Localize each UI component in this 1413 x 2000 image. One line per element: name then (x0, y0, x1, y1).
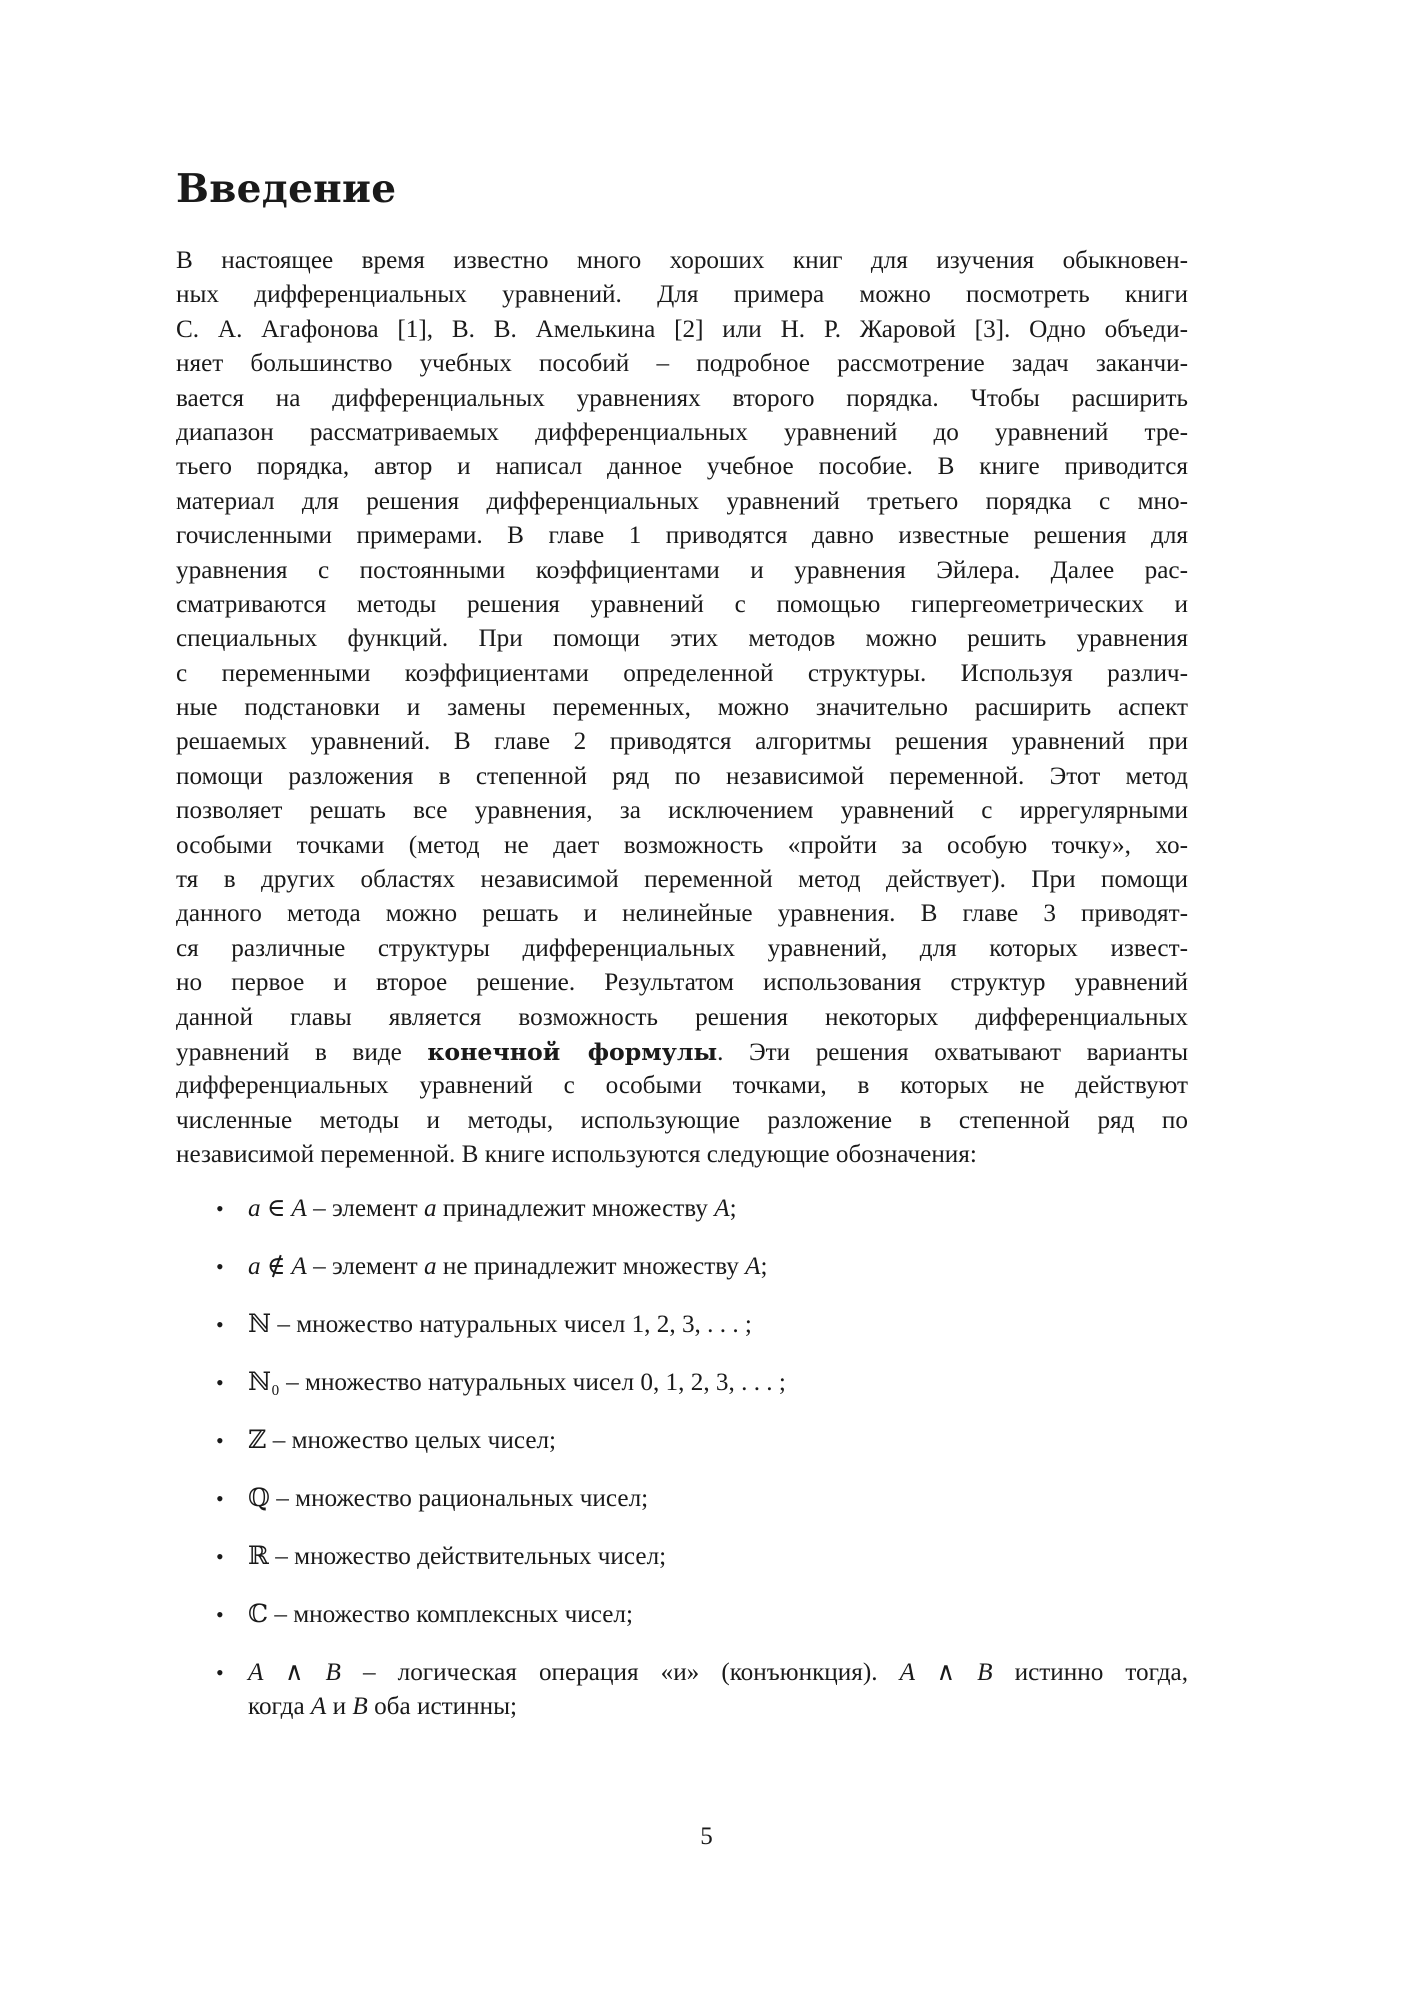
notation-text (248, 1540, 1188, 1574)
notation-desc: и (326, 1693, 353, 1721)
bullet-icon: • (216, 1602, 224, 1627)
bullet-icon: • (216, 1312, 224, 1337)
math-var: A (714, 1195, 730, 1222)
bullet-icon: • (216, 1370, 224, 1395)
bullet-icon: • (216, 1196, 224, 1221)
notation-desc: не принадлежит множеству (436, 1253, 746, 1280)
intro-paragraph (176, 244, 1188, 1173)
paragraph-line: дифференциальных уравнений с особыми точками, в которых не действуют (176, 1072, 1188, 1100)
math-symbol: ℕ (248, 1311, 272, 1338)
paragraph-line: В настоящее время известно много хороших книг для изучения обыкновен- (176, 247, 1188, 274)
paragraph-line: данной главы является возможность решения некоторых дифференциальных (176, 1003, 1188, 1031)
math-symbol: A ∧ B (248, 1659, 341, 1686)
notation-end: ; (729, 1195, 737, 1222)
paragraph-line: численные методы и методы, использующие разложение в степенной ряд по (176, 1106, 1188, 1134)
math-var: A (310, 1693, 327, 1721)
bullet-icon: • (216, 1254, 224, 1279)
math-var: a (423, 1253, 437, 1280)
math-symbol: ℂ (248, 1601, 269, 1628)
notation-desc: – множество рациональных чисел; (269, 1485, 649, 1512)
paragraph-line: ных дифференциальных уравнений. Для примера можно посмотреть книги (176, 281, 1188, 309)
math-var: a (423, 1195, 437, 1222)
notation-text (248, 1366, 1188, 1400)
notation-desc: когда (248, 1693, 311, 1721)
notation-desc: принадлежит множеству (436, 1195, 715, 1222)
paragraph-line: позволяет решать все уравнения, за исключением уравнений с иррегулярными (176, 797, 1188, 825)
notation-desc: – множество целых чисел; (266, 1427, 557, 1454)
notation-desc: – логическая операция «и» (конъюнкция). (340, 1659, 900, 1686)
paragraph-line-with-bold (176, 1035, 1188, 1069)
paragraph-line: с переменными коэффициентами определенной структуры. Используя различ- (176, 659, 1188, 687)
paragraph-line: помощи разложения в степенной ряд по независимой переменной. Этот метод (176, 762, 1188, 790)
notation-desc: – множество действительных чисел; (268, 1543, 667, 1570)
paragraph-line: няет большинство учебных пособий – подробное рассмотрение задач заканчи- (176, 350, 1188, 378)
paragraph-line: вается на дифференциальных уравнениях второго порядка. Чтобы расширить (176, 384, 1188, 412)
text-run: уравнений в виде (176, 1038, 428, 1066)
math-symbol: ℤ (248, 1427, 267, 1454)
bullet-icon: • (216, 1486, 224, 1511)
paragraph-line: решаемых уравнений. В главе 2 приводятся алгоритмы решения уравнений при (176, 728, 1188, 756)
math-symbol: a ∈ A (248, 1195, 307, 1222)
notation-text (248, 1250, 1188, 1284)
paragraph-line: сматриваются методы решения уравнений с помощью гипергеометрических и (176, 590, 1188, 618)
paragraph-line: независимой переменной. В книге используются следующие обозначения: (176, 1141, 977, 1169)
paragraph-line: ся различные структуры дифференциальных уравнений, для которых извест- (176, 934, 1188, 962)
notation-desc: истинно тогда, (992, 1659, 1188, 1686)
paragraph-line: уравнения с постоянными коэффициентами и уравнения Эйлера. Далее рас- (176, 556, 1188, 584)
paragraph-line: тьего порядка, автор и написал данное учебное пособие. В книге приводится (176, 453, 1188, 481)
page-number: 5 (700, 1823, 713, 1850)
notation-desc: – множество натуральных чисел 1, 2, 3, . . . ; (271, 1311, 752, 1338)
notation-text (248, 1598, 1188, 1632)
paragraph-line: но первое и второе решение. Результатом использования структур уравнений (176, 969, 1188, 997)
paragraph-line: данного метода можно решать и нелинейные уравнения. В главе 3 приводят- (176, 900, 1188, 928)
paragraph-line: тя в других областях независимой переменной метод действует). При помощи (176, 866, 1188, 894)
paragraph-line: диапазон рассматриваемых дифференциальных уравнений до уравнений тре- (176, 418, 1188, 446)
paragraph-line: гочисленными примерами. В главе 1 приводятся давно известные решения для (176, 522, 1188, 550)
bold-phrase: конечной формулы (427, 1037, 718, 1066)
paragraph-line: С. А. Агафонова [1], В. В. Амелькина [2] или Н. Р. Жаровой [3]. Одно объеди- (176, 315, 1188, 343)
notation-desc: оба истинны; (367, 1693, 517, 1721)
paragraph-line: особыми точками (метод не дает возможность «пройти за особую точку», хо- (176, 831, 1188, 859)
notation-text (248, 1656, 1188, 1725)
notation-desc: – элемент (306, 1195, 424, 1222)
bullet-icon: • (216, 1544, 224, 1569)
paragraph-line: ные подстановки и замены переменных, можно значительно расширить аспект (176, 694, 1188, 722)
notation-text (248, 1308, 1188, 1342)
math-symbol: a ∉ A (248, 1253, 307, 1280)
notation-text (248, 1192, 1188, 1226)
math-symbol: ℚ (248, 1485, 270, 1512)
notation-desc: – элемент (306, 1253, 424, 1280)
notation-desc: – множество комплексных чисел; (268, 1601, 633, 1628)
math-symbol: ℝ (248, 1543, 269, 1570)
text-run: . Эти решения охватывают варианты (717, 1038, 1188, 1066)
math-var: A (745, 1253, 761, 1280)
math-var: B (352, 1693, 368, 1721)
paragraph-line: материал для решения дифференциальных уравнений третьего порядка с мно- (176, 487, 1188, 515)
notation-desc: – множество натуральных чисел 0, 1, 2, 3, . . . ; (279, 1369, 786, 1396)
paragraph-line: специальных функций. При помощи этих методов можно решить уравнения (176, 625, 1188, 653)
notation-text (248, 1482, 1188, 1516)
math-symbol: A ∧ B (899, 1659, 993, 1686)
bullet-icon: • (216, 1428, 224, 1453)
notation-text (248, 1424, 1188, 1458)
math-symbol: ℕ₀ (248, 1369, 280, 1396)
section-title: Введение (176, 166, 397, 212)
bullet-icon: • (216, 1660, 224, 1685)
notation-end: ; (760, 1253, 768, 1280)
